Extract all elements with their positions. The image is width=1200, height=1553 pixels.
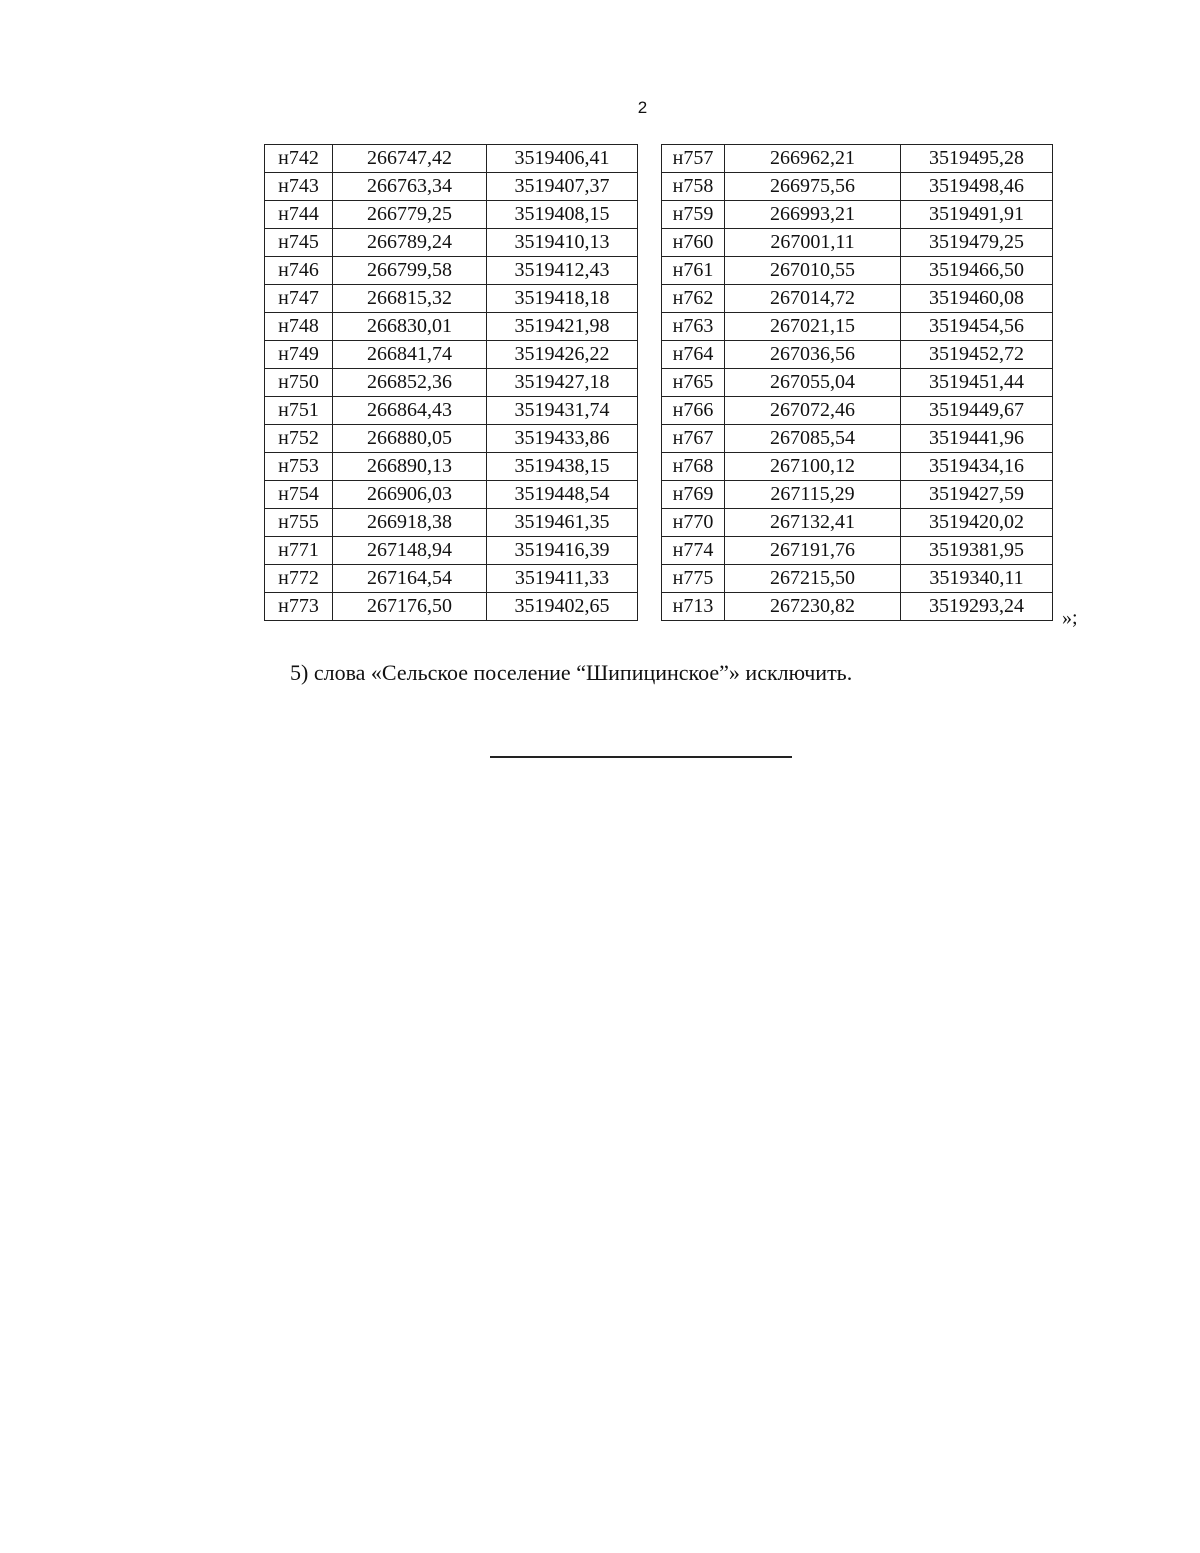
right-x-coordinate-cell: 266993,21 [725,201,901,229]
right-point-id-cell: н769 [662,481,725,509]
left-point-id-cell: н746 [265,257,333,285]
left-point-id-cell: н744 [265,201,333,229]
right-y-coordinate-cell: 3519479,25 [901,229,1053,257]
left-x-coordinate-cell: 266789,24 [333,229,487,257]
right-point-id-cell: н767 [662,425,725,453]
left-y-coordinate-cell: 3519416,39 [487,537,638,565]
left-point-id-cell: н752 [265,425,333,453]
right-y-coordinate-cell: 3519491,91 [901,201,1053,229]
left-x-coordinate-cell: 266852,36 [333,369,487,397]
left-y-coordinate-cell: 3519411,33 [487,565,638,593]
right-point-id-cell: н763 [662,313,725,341]
right-point-id-cell: н759 [662,201,725,229]
right-x-coordinate-cell: 267132,41 [725,509,901,537]
left-x-coordinate-cell: 266890,13 [333,453,487,481]
right-point-id-cell: н761 [662,257,725,285]
left-x-coordinate-cell: 266864,43 [333,397,487,425]
left-x-coordinate-cell: 266918,38 [333,509,487,537]
left-y-coordinate-cell: 3519431,74 [487,397,638,425]
right-x-coordinate-cell: 267230,82 [725,593,901,621]
right-y-coordinate-cell: 3519381,95 [901,537,1053,565]
left-x-coordinate-cell: 266906,03 [333,481,487,509]
left-x-coordinate-cell: 266747,42 [333,145,487,173]
right-point-id-cell: н758 [662,173,725,201]
table-row [265,481,1053,509]
right-point-id-cell: н765 [662,369,725,397]
column-gap [638,537,662,565]
left-point-id-cell: н742 [265,145,333,173]
left-x-coordinate-cell: 267148,94 [333,537,487,565]
table-row [265,229,1053,257]
right-point-id-cell: н775 [662,565,725,593]
right-y-coordinate-cell: 3519420,02 [901,509,1053,537]
right-point-id-cell: н770 [662,509,725,537]
left-x-coordinate-cell: 266779,25 [333,201,487,229]
left-x-coordinate-cell: 266815,32 [333,285,487,313]
right-y-coordinate-cell: 3519449,67 [901,397,1053,425]
left-y-coordinate-cell: 3519407,37 [487,173,638,201]
column-gap [638,481,662,509]
right-y-coordinate-cell: 3519466,50 [901,257,1053,285]
amendment-item-5: 5) слова «Сельское поселение “Шипицинское”» исключить. [290,660,853,685]
column-gap [638,509,662,537]
right-y-coordinate-cell: 3519451,44 [901,369,1053,397]
left-y-coordinate-cell: 3519427,18 [487,369,638,397]
column-gap [638,397,662,425]
right-x-coordinate-cell: 267191,76 [725,537,901,565]
column-gap [638,341,662,369]
right-y-coordinate-cell: 3519340,11 [901,565,1053,593]
right-y-coordinate-cell: 3519498,46 [901,173,1053,201]
right-x-coordinate-cell: 267036,56 [725,341,901,369]
right-y-coordinate-cell: 3519427,59 [901,481,1053,509]
right-point-id-cell: н768 [662,453,725,481]
left-y-coordinate-cell: 3519421,98 [487,313,638,341]
right-y-coordinate-cell: 3519293,24 [901,593,1053,621]
right-y-coordinate-cell: 3519460,08 [901,285,1053,313]
left-x-coordinate-cell: 266880,05 [333,425,487,453]
left-point-id-cell: н750 [265,369,333,397]
closing-quote-mark: »; [1062,607,1078,629]
column-gap [638,145,662,173]
right-x-coordinate-cell: 267072,46 [725,397,901,425]
left-x-coordinate-cell: 266799,58 [333,257,487,285]
right-point-id-cell: н774 [662,537,725,565]
right-x-coordinate-cell: 267055,04 [725,369,901,397]
left-x-coordinate-cell: 266763,34 [333,173,487,201]
left-point-id-cell: н745 [265,229,333,257]
right-x-coordinate-cell: 267014,72 [725,285,901,313]
column-gap [638,173,662,201]
left-point-id-cell: н755 [265,509,333,537]
table-row [265,285,1053,313]
right-y-coordinate-cell: 3519441,96 [901,425,1053,453]
left-y-coordinate-cell: 3519408,15 [487,201,638,229]
left-y-coordinate-cell: 3519406,41 [487,145,638,173]
right-x-coordinate-cell: 267001,11 [725,229,901,257]
left-y-coordinate-cell: 3519418,18 [487,285,638,313]
table-row [265,341,1053,369]
left-y-coordinate-cell: 3519448,54 [487,481,638,509]
right-point-id-cell: н762 [662,285,725,313]
table-row [265,453,1053,481]
left-y-coordinate-cell: 3519402,65 [487,593,638,621]
right-x-coordinate-cell: 267021,15 [725,313,901,341]
left-y-coordinate-cell: 3519438,15 [487,453,638,481]
left-point-id-cell: н754 [265,481,333,509]
right-point-id-cell: н766 [662,397,725,425]
coordinates-table-body [265,145,1053,621]
right-x-coordinate-cell: 266975,56 [725,173,901,201]
right-point-id-cell: н757 [662,145,725,173]
left-point-id-cell: н747 [265,285,333,313]
left-point-id-cell: н743 [265,173,333,201]
left-point-id-cell: н748 [265,313,333,341]
column-gap [638,201,662,229]
table-row [265,145,1053,173]
column-gap [638,313,662,341]
right-point-id-cell: н764 [662,341,725,369]
left-point-id-cell: н753 [265,453,333,481]
table-row [265,537,1053,565]
left-x-coordinate-cell: 266841,74 [333,341,487,369]
table-row [265,509,1053,537]
left-point-id-cell: н749 [265,341,333,369]
end-of-document-line [490,756,792,758]
right-y-coordinate-cell: 3519454,56 [901,313,1053,341]
left-y-coordinate-cell: 3519410,13 [487,229,638,257]
right-y-coordinate-cell: 3519434,16 [901,453,1053,481]
table-row [265,173,1053,201]
column-gap [638,453,662,481]
column-gap [638,369,662,397]
right-point-id-cell: н713 [662,593,725,621]
right-x-coordinate-cell: 267115,29 [725,481,901,509]
left-x-coordinate-cell: 266830,01 [333,313,487,341]
table-row [265,313,1053,341]
left-point-id-cell: н771 [265,537,333,565]
column-gap [638,565,662,593]
left-y-coordinate-cell: 3519461,35 [487,509,638,537]
right-x-coordinate-cell: 267100,12 [725,453,901,481]
table-row [265,593,1053,621]
left-point-id-cell: н751 [265,397,333,425]
left-x-coordinate-cell: 267176,50 [333,593,487,621]
coordinates-table [264,144,1053,621]
left-y-coordinate-cell: 3519426,22 [487,341,638,369]
right-point-id-cell: н760 [662,229,725,257]
table-row [265,397,1053,425]
column-gap [638,593,662,621]
column-gap [638,257,662,285]
table-row [265,565,1053,593]
column-gap [638,285,662,313]
left-point-id-cell: н773 [265,593,333,621]
right-y-coordinate-cell: 3519495,28 [901,145,1053,173]
left-y-coordinate-cell: 3519412,43 [487,257,638,285]
left-point-id-cell: н772 [265,565,333,593]
table-row [265,425,1053,453]
column-gap [638,229,662,257]
left-x-coordinate-cell: 267164,54 [333,565,487,593]
table-row [265,257,1053,285]
left-y-coordinate-cell: 3519433,86 [487,425,638,453]
right-x-coordinate-cell: 267215,50 [725,565,901,593]
right-y-coordinate-cell: 3519452,72 [901,341,1053,369]
right-x-coordinate-cell: 267010,55 [725,257,901,285]
right-x-coordinate-cell: 266962,21 [725,145,901,173]
right-x-coordinate-cell: 267085,54 [725,425,901,453]
table-row [265,369,1053,397]
table-row [265,201,1053,229]
column-gap [638,425,662,453]
page-number: 2 [637,98,648,117]
